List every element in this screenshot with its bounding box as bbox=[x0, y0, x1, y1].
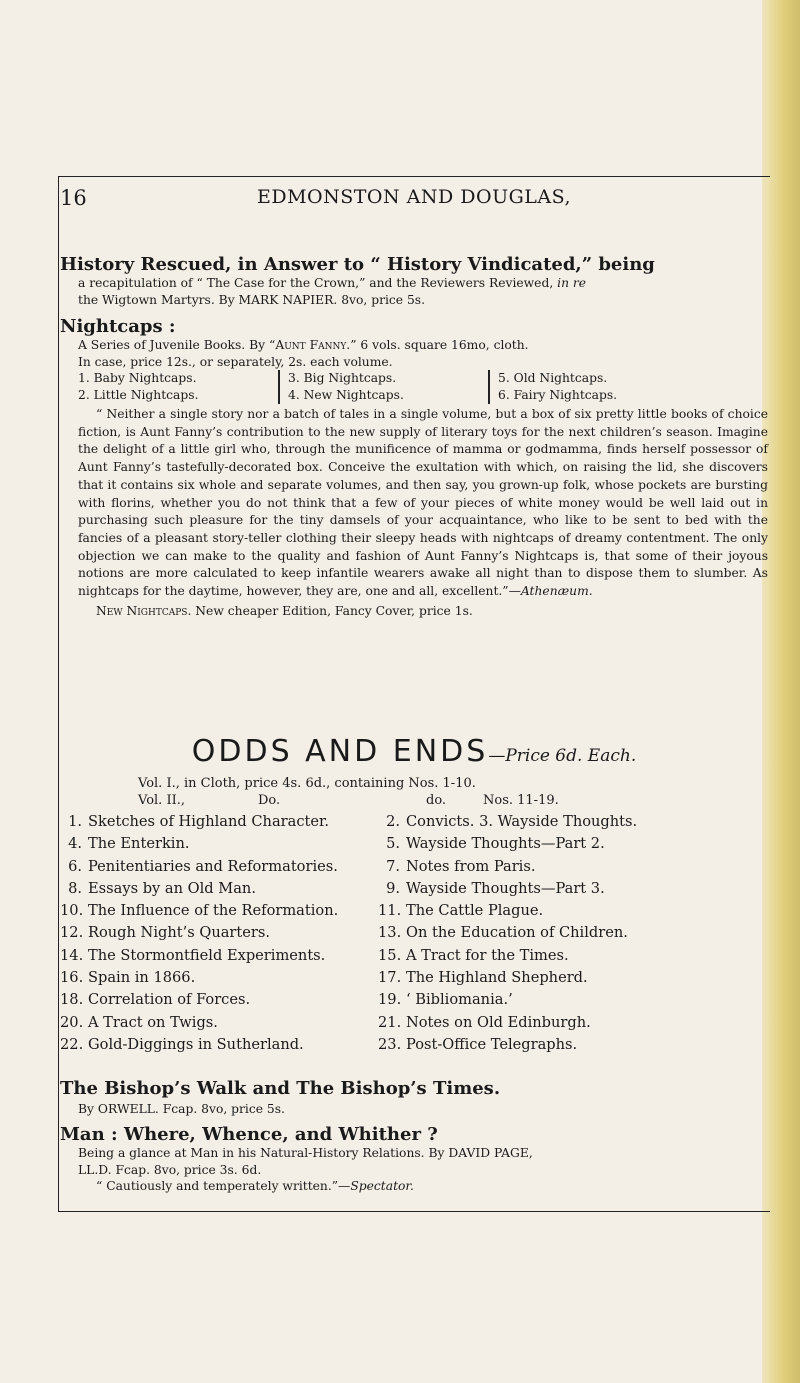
frame-bottom-rule bbox=[58, 1211, 770, 1212]
odds-item: Wayside Thoughts—Part 2. bbox=[406, 835, 605, 853]
odds-item: Essays by an Old Man. bbox=[88, 879, 256, 897]
nightcap-title-item: 6. Fairy Nightcaps. bbox=[498, 388, 618, 402]
page-header bbox=[60, 186, 768, 220]
odds-item: On the Education of Children. bbox=[406, 924, 628, 942]
odds-item: The Highland Shepherd. bbox=[406, 969, 588, 987]
odds-items: 1. Sketches of Highland Character. 2. Convicts. 3. Wayside Thoughts. 4. The Enterkin. 5. Wayside Thoughts—Part 2. 6. Penitentiaries and Reformatories. 7. Notes from Paris. 8. Essays by an Old Man. 9. Wayside Thoughts—Part 3. 10. The Influence of the Reformation. 11. The Cattle Plague. 12. Rough Night’s Quarters. 13. On the Education of Children. 14. The Stormontfield Experiments. 15. A Tract for the Times. 16. Spain in 1866. 17. The Highland Shepherd. 18. Correlation of Forces. 19. ‘ Bibliomania.’ 20. A Tract on Twigs. 21. Notes on Old Edinburgh. 22. Gold-Diggings in Sutherland. 23. Post-Office Telegraphs. bbox=[60, 811, 768, 1056]
man-quote: “ Cautiously and temperately written.”—Spectator. bbox=[96, 1179, 414, 1193]
odds-item: The Stormontfield Experiments. bbox=[88, 946, 326, 964]
odds-item: A Tract on Twigs. bbox=[88, 1013, 218, 1031]
nightcaps-new-edition: New Nightcaps. New cheaper Edition, Fancy Cover, price 1s. bbox=[96, 603, 473, 618]
nightcaps-titles bbox=[60, 370, 768, 404]
odds-item: Post-Office Telegraphs. bbox=[406, 1035, 578, 1053]
bishop-entry bbox=[60, 1078, 768, 1118]
nightcap-title-item: 2. Little Nightcaps. bbox=[78, 388, 199, 402]
man-entry bbox=[60, 1124, 768, 1195]
odds-item: Spain in 1866. bbox=[88, 969, 196, 987]
nightcap-title-item: 5. Old Nightcaps. bbox=[498, 371, 608, 385]
odds-vol2: Vol. II., Do. do. Nos. 11-19. bbox=[138, 793, 559, 808]
man-desc-2: LL.D. Fcap. 8vo, price 3s. 6d. bbox=[78, 1162, 262, 1177]
nightcaps-line2: In case, price 12s., or separately, 2s. each volume. bbox=[78, 354, 393, 369]
history-title: History Rescued, in Answer to “ History Vindicated,” being bbox=[60, 254, 655, 275]
odds-item: Rough Night’s Quarters. bbox=[88, 924, 271, 942]
nightcap-title-item: 3. Big Nightcaps. bbox=[288, 371, 397, 385]
odds-entry bbox=[60, 734, 768, 1056]
nightcap-title-item: 4. New Nightcaps. bbox=[288, 388, 404, 402]
history-entry bbox=[60, 254, 768, 308]
nightcaps-review: “ Neither a single story nor a batch of tales in a single volume, but a box of six pretty little books of choice fiction, is Aunt Fanny’s contribution to the new supply of literary toys for the next children’s season. Imagine the delight of a little girl who, through the munificence of mamma or godmamma, finds herself possessor of Aunt Fanny’s tastefully-decorated box. Conceive the exultation with which, on raising the lid, she discovers that it contains six whole and separate volumes, and then say, you grown-up folk, whose pockets are bursting with florins, whether you do not think that a few of your pieces of white money would be well laid out in purchasing such pleasure for the tiny damsels of your acquaintance, who like to be sent to bed with the fancies of a pleasant story-teller clothing their sleepy heads with nightcaps of dreamy contentment. The only objection we can make to the quality and fashion of Aunt Fanny’s Nightcaps is, that some of their joyous notions are more calculated to keep infantile wearers awake all night than to dispose them to slumber. As nightcaps for the daytime, however, they are, one and all, excellent.”—Athenæum. bbox=[78, 407, 768, 599]
odds-item: Penitentiaries and Reformatories. bbox=[88, 857, 338, 875]
history-desc-2: the Wigtown Martyrs. By MARK NAPIER. 8vo, price 5s. bbox=[78, 292, 426, 307]
odds-vol1: Vol. I., in Cloth, price 4s. 6d., containing Nos. 1-10. bbox=[138, 776, 476, 791]
odds-item: Sketches of Highland Character. bbox=[88, 813, 330, 830]
nightcaps-line1: A Series of Juvenile Books. By “Aunt Fanny.” 6 vols. square 16mo, cloth. bbox=[78, 338, 529, 352]
odds-item: The Enterkin. bbox=[88, 835, 190, 853]
odds-item: Wayside Thoughts—Part 3. bbox=[406, 879, 605, 897]
nightcaps-entry bbox=[60, 316, 768, 619]
history-desc: a recapitulation of “ The Case for the Crown,” and the Reviewers Reviewed, in re bbox=[78, 276, 587, 290]
man-desc: Being a glance at Man in his Natural-History Relations. By DAVID PAGE, bbox=[78, 1146, 533, 1160]
odds-item: Notes on Old Edinburgh. bbox=[406, 1013, 591, 1031]
odds-item: Convicts. 3. Wayside Thoughts. bbox=[406, 813, 638, 830]
odds-item: Gold-Diggings in Sutherland. bbox=[88, 1035, 304, 1053]
nightcaps-title: Nightcaps : bbox=[60, 316, 176, 337]
odds-item: The Cattle Plague. bbox=[406, 902, 544, 920]
nightcap-title-item: 1. Baby Nightcaps. bbox=[78, 371, 197, 385]
odds-title: ODDS AND ENDS—Price 6d. Each. bbox=[191, 734, 637, 769]
page bbox=[60, 186, 768, 1193]
man-title: Man : Where, Whence, and Whither ? bbox=[60, 1124, 438, 1145]
page-number: 16 bbox=[60, 186, 87, 210]
odds-item: A Tract for the Times. bbox=[406, 946, 569, 964]
odds-item: Correlation of Forces. bbox=[88, 991, 251, 1009]
frame-left-rule bbox=[58, 176, 59, 1212]
bishop-desc: By ORWELL. Fcap. 8vo, price 5s. bbox=[78, 1102, 285, 1116]
bishop-title: The Bishop’s Walk and The Bishop’s Times. bbox=[60, 1078, 501, 1099]
running-head: EDMONSTON AND DOUGLAS, bbox=[256, 186, 572, 208]
frame-top-rule bbox=[58, 176, 770, 177]
odds-item: ‘ Bibliomania.’ bbox=[406, 991, 513, 1009]
odds-item: Notes from Paris. bbox=[406, 857, 536, 875]
odds-item: The Influence of the Reformation. bbox=[88, 902, 339, 920]
